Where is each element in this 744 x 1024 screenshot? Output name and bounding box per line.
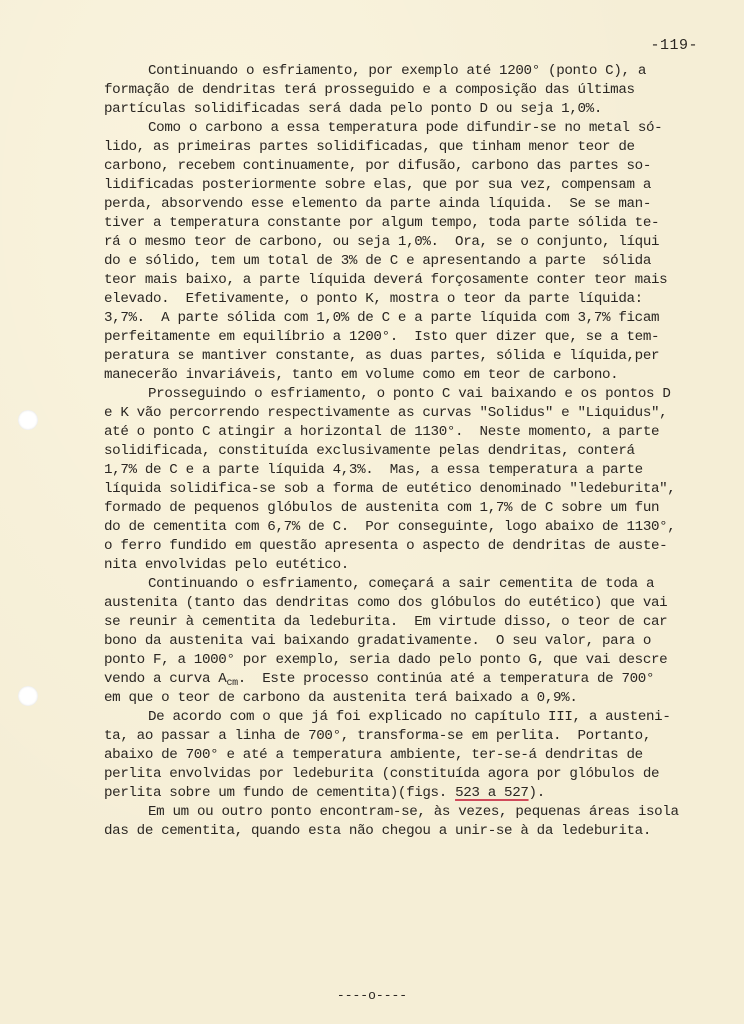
text-line: bono da austenita vai baixando gradativamente. O seu valor, para o xyxy=(104,633,651,649)
text-line: o ferro fundido em questão apresenta o aspecto de dendritas de auste- xyxy=(104,538,668,554)
text-line: Continuando o esfriamento, começará a sair cementita de toda a xyxy=(148,576,655,592)
text-line: peratura se mantiver constante, as duas partes, sólida e líquida,per xyxy=(104,348,660,364)
subscript-cm: cm xyxy=(226,678,238,689)
page-number: -119- xyxy=(650,37,698,54)
text-line: formação de dendritas terá prosseguido e a composição das últimas xyxy=(104,82,635,98)
text-line: ponto F, a 1000° por exemplo, seria dado pelo ponto G, que vai descre xyxy=(104,652,668,668)
text-line: 1,7% de C e a parte líquida 4,3%. Mas, a essa temperatura a parte xyxy=(104,462,643,478)
text-line: abaixo de 700° e até a temperatura ambiente, ter-se-á dendritas de xyxy=(104,747,643,763)
text-line: rá o mesmo teor de carbono, ou seja 1,0%. Ora, se o conjunto, líqui xyxy=(104,234,660,250)
text-line: solidificada, constituída exclusivamente pelas dendritas, conterá xyxy=(104,443,635,459)
text-line: em que o teor de carbono da austenita terá baixado a 0,9%. xyxy=(104,690,578,706)
text-line: até o ponto C atingir a horizontal de 1130°. Neste momento, a parte xyxy=(104,424,660,440)
text-line: se reunir à cementita da ledeburita. Em virtude disso, o teor de car xyxy=(104,614,668,630)
text-line: Como o carbono a essa temperatura pode difundir-se no metal só- xyxy=(148,120,663,136)
text-fragment: vendo a curva A xyxy=(104,671,227,687)
body-text xyxy=(104,62,714,841)
text-line: perfeitamente em equilíbrio a 1200°. Isto quer dizer que, se a tem- xyxy=(104,329,660,345)
text-line: do e sólido, tem um total de 3% de C e apresentando a parte sólida xyxy=(104,253,651,269)
text-line: lidificadas posteriormente sobre elas, que por sua vez, compensam a xyxy=(104,177,651,193)
text-line: elevado. Efetivamente, o ponto K, mostra o teor da parte líquida: xyxy=(104,291,643,307)
text-line: Prosseguindo o esfriamento, o ponto C vai baixando e os pontos D xyxy=(148,386,671,402)
text-line: perda, absorvendo esse elemento da parte ainda líquida. Se se man- xyxy=(104,196,651,212)
text-line: líquida solidifica-se sob a forma de eutético denominado "ledeburita", xyxy=(104,481,676,497)
text-line: ta, ao passar a linha de 700°, transforma-se em perlita. Portanto, xyxy=(104,728,651,744)
text-fragment: . Este processo continúa até a temperatura de 700° xyxy=(237,671,655,687)
text-line: Continuando o esfriamento, por exemplo até 1200° (ponto C), a xyxy=(148,63,646,79)
text-line: De acordo com o que já foi explicado no capítulo III, a austeni- xyxy=(148,709,671,725)
text-line: teor mais baixo, a parte líquida deverá forçosamente conter teor mais xyxy=(104,272,668,288)
text-line-subscript xyxy=(104,670,714,689)
text-line: e K vão percorrendo respectivamente as curvas "Solidus" e "Liquidus", xyxy=(104,405,668,421)
text-line: das de cementita, quando esta não chegou a unir-se à da ledeburita. xyxy=(104,823,651,839)
text-line: austenita (tanto das dendritas como dos glóbulos do eutético) que vai xyxy=(104,595,668,611)
text-line: perlita sobre um fundo de cementita)(figs. 523 a 527). xyxy=(104,785,545,801)
end-marker: ----o---- xyxy=(336,988,408,1003)
figure-reference: 523 a 527 xyxy=(455,785,529,801)
punch-hole-bottom xyxy=(18,686,38,706)
text-line: 3,7%. A parte sólida com 1,0% de C e a parte líquida com 3,7% ficam xyxy=(104,310,660,326)
text-line: formado de pequenos glóbulos de austenita com 1,7% de C sobre um fun xyxy=(104,500,660,516)
punch-hole-top xyxy=(18,410,38,430)
text-line: tiver a temperatura constante por algum tempo, toda parte sólida te- xyxy=(104,215,660,231)
text-line: carbono, recebem continuamente, por difusão, carbono das partes so- xyxy=(104,158,651,174)
text-line: partículas solidificadas será dada pelo ponto D ou seja 1,0%. xyxy=(104,101,602,117)
text-line: perlita envolvidas por ledeburita (constituída agora por glóbulos de xyxy=(104,766,660,782)
text-line: do de cementita com 6,7% de C. Por conseguinte, logo abaixo de 1130°, xyxy=(104,519,676,535)
text-line: Em um ou outro ponto encontram-se, às vezes, pequenas áreas isola xyxy=(148,804,679,820)
text-line: nita envolvidas pelo eutético. xyxy=(104,557,349,573)
text-line: manecerão invariáveis, tanto em volume como em teor de carbono. xyxy=(104,367,619,383)
text-line: lido, as primeiras partes solidificadas, que tinham menor teor de xyxy=(104,139,635,155)
